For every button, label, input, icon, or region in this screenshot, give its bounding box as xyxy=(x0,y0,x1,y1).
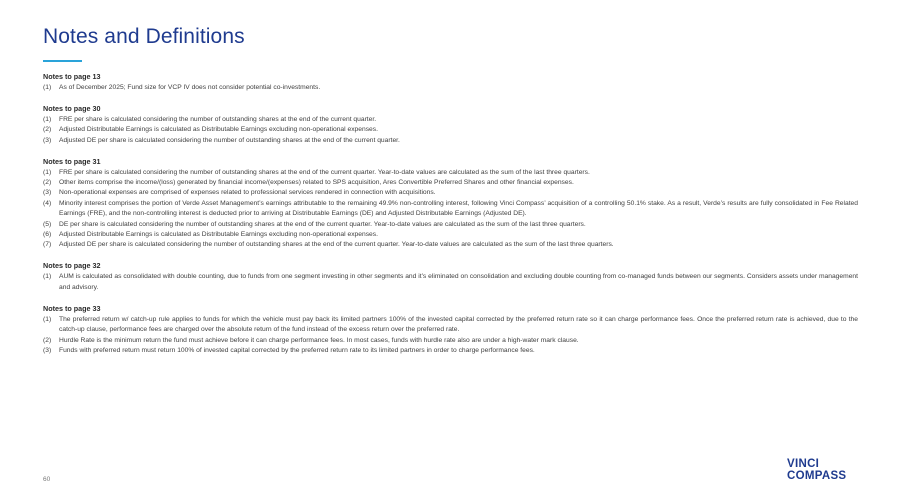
note-text: DE per share is calculated considering the number of outstanding shares at the end of the current quarter. Year-to-date values are calculated as the sum of the last three quarters. xyxy=(59,220,586,228)
note-number: (1) xyxy=(43,115,52,123)
page-title: Notes and Definitions xyxy=(43,25,245,48)
note-item xyxy=(43,346,858,356)
section-page-30 xyxy=(43,104,858,146)
note-text: Other items comprise the income/(loss) generated by financial income/(expenses) related to SPS acquisition, Ares Convertible Preferred Shares and other financial expenses. xyxy=(59,179,574,187)
note-text: Adjusted Distributable Earnings is calculated as Distributable Earnings excluding non-operational expenses. xyxy=(59,126,378,134)
note-item xyxy=(43,115,858,125)
note-text: Minority interest comprises the portion of Verde Asset Management’s earnings attributable to the remaining 49.9% non-controlling interest, following Vinci Compass’ acquisition of a controlling 50.1% stake. As a result, Verde’s results are fully consolidated in Fee Related Earnings (FRE), and the non-controlling interest is deducted prior to arriving at Distributable Earnings (DE) and Adjusted Distributable Earnings (Adjusted DE). xyxy=(59,199,858,218)
note-number: (3) xyxy=(43,346,52,354)
note-text: Adjusted DE per share is calculated considering the number of outstanding shares at the end of the current quarter. Year-to-date values are calculated as the sum of the last three quarters. xyxy=(59,241,614,249)
note-number: (1) xyxy=(43,84,52,91)
notes-content xyxy=(43,72,858,367)
note-text: FRE per share is calculated considering the number of outstanding shares at the end of the current quarter. xyxy=(59,115,377,123)
note-item xyxy=(43,178,858,188)
note-number: (2) xyxy=(43,126,52,134)
note-number: (2) xyxy=(43,336,52,344)
section-page-31 xyxy=(43,157,858,251)
section-heading: Notes to page 33 xyxy=(43,303,101,313)
note-number: (1) xyxy=(43,273,52,281)
note-number: (7) xyxy=(43,241,52,249)
note-number: (1) xyxy=(43,315,52,323)
note-text: FRE per share is calculated considering the number of outstanding shares at the end of the current quarter. Year-to-date values are calculated as the sum of the last three quarters. xyxy=(59,168,590,176)
note-text: The preferred return w/ catch-up rule applies to funds for which the vehicle must pay back its limited partners 100% of the invested capital corrected by the preferred return rate so it can charge performance fees. Once the preferred return rate is achieved, due to the catch-up clause, performance fees are charged over the absolute return of the fund instead of the excess return over the preferred rate. xyxy=(59,315,858,334)
title-underline xyxy=(43,60,82,62)
note-text: Adjusted DE per share is calculated considering the number of outstanding shares at the end of the current quarter. xyxy=(59,136,400,144)
section-heading: Notes to page 30 xyxy=(43,103,101,113)
section-page-32 xyxy=(43,261,858,293)
note-item xyxy=(43,336,858,346)
note-number: (3) xyxy=(43,136,52,144)
note-item xyxy=(43,230,858,240)
section-page-33 xyxy=(43,304,858,357)
logo-line-1: VINCI xyxy=(787,458,820,470)
section-heading: Notes to page 13 xyxy=(43,72,101,81)
note-number: (2) xyxy=(43,179,52,187)
note-text: AUM is calculated as consolidated with double counting, due to funds from one segment investing in other segments and it’s eliminated on consolidation and excluding double counting from co-managed funds between our segments. Considers assets under management and advisory. xyxy=(59,273,858,291)
note-number: (1) xyxy=(43,168,52,176)
note-text: Non-operational expenses are comprised of expenses related to professional services rendered in connection with acquisitions. xyxy=(59,189,436,197)
note-number: (3) xyxy=(43,189,52,197)
logo-line-2: COMPASS xyxy=(787,470,847,482)
section-heading: Notes to page 31 xyxy=(43,156,101,166)
note-item xyxy=(43,188,858,198)
note-item xyxy=(43,315,858,336)
note-text: Adjusted Distributable Earnings is calculated as Distributable Earnings excluding non-operational expenses. xyxy=(59,231,378,239)
section-heading: Notes to page 32 xyxy=(43,261,101,271)
page-number: 60 xyxy=(43,476,51,483)
note-number: (6) xyxy=(43,231,52,239)
note-text: As of December 2025; Fund size for VCP IV does not consider potential co-investments. xyxy=(59,84,321,91)
section-page-13 xyxy=(43,72,858,93)
note-item xyxy=(43,83,858,93)
note-item xyxy=(43,136,858,146)
note-text: Funds with preferred return must return 100% of invested capital corrected by the preferred return rate to its limited partners in order to charge performance fees. xyxy=(59,346,535,354)
note-number: (4) xyxy=(43,199,52,207)
note-text: Hurdle Rate is the minimum return the fund must achieve before it can charge performance fees. In most cases, funds with hurdle rate also are under a high-water mark clause. xyxy=(59,336,579,344)
note-item xyxy=(43,240,858,250)
note-number: (5) xyxy=(43,220,52,228)
note-item xyxy=(43,168,858,178)
vinci-compass-logo xyxy=(787,458,846,482)
note-item xyxy=(43,272,858,293)
note-item xyxy=(43,199,858,220)
note-item xyxy=(43,125,858,135)
note-item xyxy=(43,220,858,230)
